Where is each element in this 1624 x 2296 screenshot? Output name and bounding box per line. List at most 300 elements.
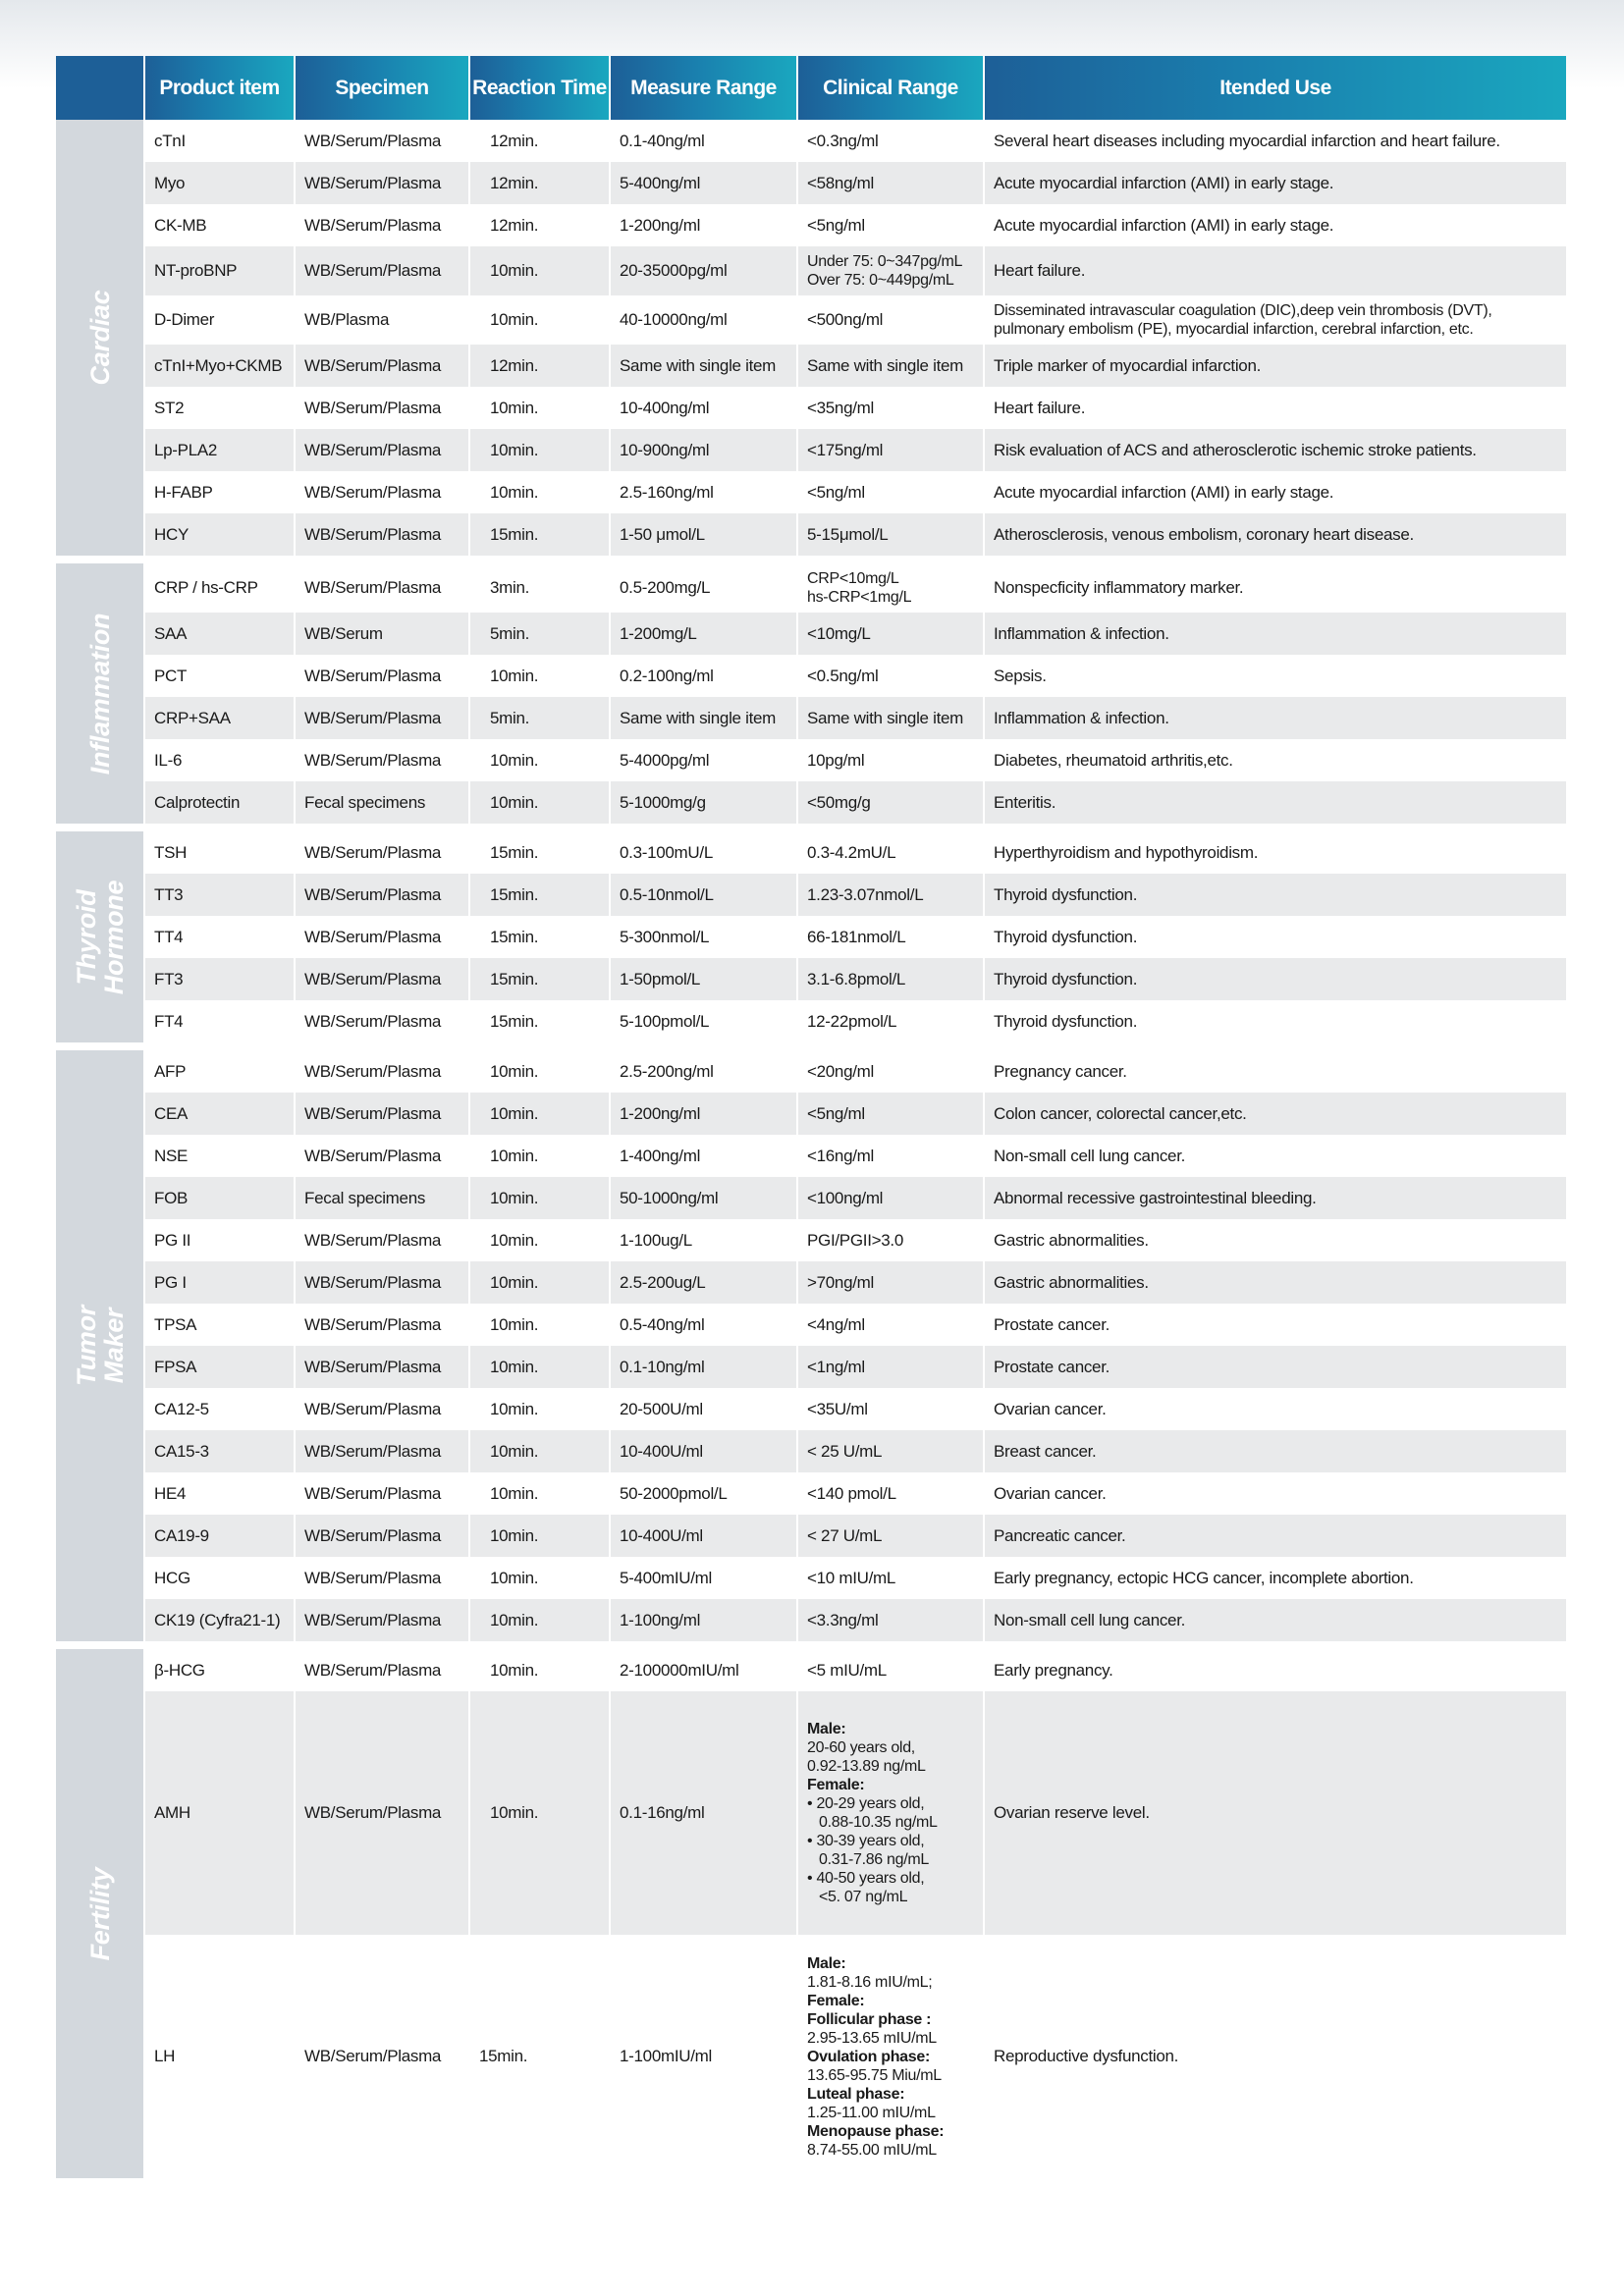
product-item: PCT — [144, 655, 295, 697]
table-row — [56, 958, 1566, 1000]
category-label: Tumor Maker — [71, 1305, 129, 1387]
measure-range: 5-100pmol/L — [610, 1000, 797, 1042]
header-intended-use: Itended Use — [984, 56, 1566, 120]
specimen: WB/Serum/Plasma — [295, 831, 469, 874]
measure-range: 2.5-200ng/ml — [610, 1050, 797, 1093]
intended-use: Atherosclerosis, venous embolism, coronary heart disease. — [984, 513, 1566, 556]
intended-use: Reproductive dysfunction. — [984, 1935, 1566, 2178]
female-range: 0.31-7.86 ng/mL — [819, 1851, 930, 1868]
intended-use: Abnormal recessive gastrointestinal bleeding. — [984, 1177, 1566, 1219]
measure-range: 1-50pmol/L — [610, 958, 797, 1000]
intended-use: Colon cancer, colorectal cancer,etc. — [984, 1093, 1566, 1135]
specimen: WB/Plasma — [295, 295, 469, 345]
measure-range: 0.3-100mU/L — [610, 831, 797, 874]
intended-use: Thyroid dysfunction. — [984, 958, 1566, 1000]
phase-range: 2.95-13.65 mIU/mL — [807, 2029, 937, 2047]
intended-use: Non-small cell lung cancer. — [984, 1135, 1566, 1177]
table-row — [56, 655, 1566, 697]
intended-use: Non-small cell lung cancer. — [984, 1599, 1566, 1641]
specimen: WB/Serum/Plasma — [295, 1557, 469, 1599]
phase-label: Luteal phase: — [807, 2085, 905, 2103]
specimen: WB/Serum/Plasma — [295, 916, 469, 958]
clinical-range: 10pg/ml — [797, 739, 984, 781]
reaction-time: 10min. — [469, 1261, 610, 1304]
measure-range: 0.5-200mg/L — [610, 563, 797, 613]
table-row — [56, 1691, 1566, 1935]
female-range: 0.88-10.35 ng/mL — [819, 1814, 938, 1831]
category-label: Inflammation — [84, 613, 115, 774]
table-row — [56, 204, 1566, 246]
female-label: Female: — [807, 1777, 865, 1793]
reaction-time: 15min. — [469, 958, 610, 1000]
measure-range: 5-300nmol/L — [610, 916, 797, 958]
phase-label: Follicular phase : — [807, 2010, 932, 2028]
table-row — [56, 1177, 1566, 1219]
table-row — [56, 1515, 1566, 1557]
specimen: Fecal specimens — [295, 1177, 469, 1219]
clinical-range — [797, 1935, 984, 2178]
product-item: D-Dimer — [144, 295, 295, 345]
specimen: WB/Serum/Plasma — [295, 958, 469, 1000]
table-row — [56, 1000, 1566, 1042]
product-item: TPSA — [144, 1304, 295, 1346]
intended-use: Breast cancer. — [984, 1430, 1566, 1472]
clinical-range: <5ng/ml — [797, 204, 984, 246]
specimen: WB/Serum/Plasma — [295, 655, 469, 697]
clinical-range: <4ng/ml — [797, 1304, 984, 1346]
male-range: 20-60 years old, 0.92-13.89 ng/mL — [807, 1739, 926, 1775]
table-row — [56, 471, 1566, 513]
table-row — [56, 387, 1566, 429]
specimen: WB/Serum/Plasma — [295, 204, 469, 246]
reaction-time: 10min. — [469, 739, 610, 781]
table-body — [56, 120, 1566, 1641]
intended-use: Thyroid dysfunction. — [984, 916, 1566, 958]
female-range: <5. 07 ng/mL — [819, 1889, 908, 1905]
table-row — [56, 1261, 1566, 1304]
reaction-time: 3min. — [469, 563, 610, 613]
phase-label: Menopause phase: — [807, 2122, 945, 2140]
male-range: 1.81-8.16 mIU/mL; — [807, 1973, 933, 1991]
intended-use: Triple marker of myocardial infarction. — [984, 345, 1566, 387]
reaction-time: 10min. — [469, 1304, 610, 1346]
product-item: CK-MB — [144, 204, 295, 246]
measure-range: 0.1-10ng/ml — [610, 1346, 797, 1388]
specimen: WB/Serum/Plasma — [295, 1599, 469, 1641]
product-item: CA12-5 — [144, 1388, 295, 1430]
table-row — [56, 1304, 1566, 1346]
intended-use: Acute myocardial infarction (AMI) in early stage. — [984, 204, 1566, 246]
measure-range: Same with single item — [610, 697, 797, 739]
clinical-range: <0.5ng/ml — [797, 655, 984, 697]
table-header-row — [56, 56, 1566, 120]
reaction-time: 10min. — [469, 1219, 610, 1261]
intended-use: Several heart diseases including myocardial infarction and heart failure. — [984, 120, 1566, 162]
intended-use: Sepsis. — [984, 655, 1566, 697]
specimen: WB/Serum/Plasma — [295, 874, 469, 916]
product-item: PG II — [144, 1219, 295, 1261]
measure-range: 2.5-160ng/ml — [610, 471, 797, 513]
product-item: AFP — [144, 1050, 295, 1093]
measure-range: 5-1000mg/g — [610, 781, 797, 824]
reaction-time: 10min. — [469, 1050, 610, 1093]
table-row — [56, 429, 1566, 471]
reaction-time: 10min. — [469, 471, 610, 513]
intended-use: Diabetes, rheumatoid arthritis,etc. — [984, 739, 1566, 781]
table-row — [56, 513, 1566, 556]
measure-range: 0.5-40ng/ml — [610, 1304, 797, 1346]
reaction-time: 10min. — [469, 1557, 610, 1599]
measure-range: 0.1-16ng/ml — [610, 1691, 797, 1935]
specimen: WB/Serum/Plasma — [295, 1935, 469, 2178]
product-item: FPSA — [144, 1346, 295, 1388]
specimen: WB/Serum/Plasma — [295, 1430, 469, 1472]
reaction-time: 15min. — [469, 1000, 610, 1042]
reaction-time: 10min. — [469, 246, 610, 295]
table-row — [56, 1219, 1566, 1261]
product-item: Lp-PLA2 — [144, 429, 295, 471]
reaction-time: 10min. — [469, 1093, 610, 1135]
reaction-time: 10min. — [469, 1135, 610, 1177]
clinical-range: 12-22pmol/L — [797, 1000, 984, 1042]
reaction-time: 10min. — [469, 1599, 610, 1641]
clinical-range: 0.3-4.2mU/L — [797, 831, 984, 874]
reaction-time: 10min. — [469, 1430, 610, 1472]
table-row — [56, 781, 1566, 824]
phase-range: 13.65-95.75 Miu/mL — [807, 2066, 942, 2084]
reaction-time: 10min. — [469, 1177, 610, 1219]
male-label: Male: — [807, 1954, 846, 1972]
measure-range: 10-400U/ml — [610, 1515, 797, 1557]
product-item: TT4 — [144, 916, 295, 958]
category-label: Fertility — [84, 1867, 115, 1960]
specimen: WB/Serum/Plasma — [295, 1346, 469, 1388]
specimen: WB/Serum/Plasma — [295, 1304, 469, 1346]
reaction-time: 12min. — [469, 162, 610, 204]
category-label-cell — [56, 563, 144, 824]
reaction-time: 15min. — [469, 874, 610, 916]
product-item: HCG — [144, 1557, 295, 1599]
clinical-range: <58ng/ml — [797, 162, 984, 204]
reaction-time: 15min. — [469, 513, 610, 556]
reaction-time: 10min. — [469, 1346, 610, 1388]
intended-use: Ovarian cancer. — [984, 1388, 1566, 1430]
intended-use: Hyperthyroidism and hypothyroidism. — [984, 831, 1566, 874]
specimen: WB/Serum/Plasma — [295, 1000, 469, 1042]
product-item: TT3 — [144, 874, 295, 916]
product-spec-table — [56, 56, 1566, 2178]
clinical-range: <10mg/L — [797, 613, 984, 655]
clinical-range: <0.3ng/ml — [797, 120, 984, 162]
specimen: WB/Serum/Plasma — [295, 739, 469, 781]
reaction-time: 5min. — [469, 697, 610, 739]
intended-use: Heart failure. — [984, 387, 1566, 429]
reaction-time: 12min. — [469, 204, 610, 246]
reaction-time: 10min. — [469, 387, 610, 429]
product-item: Calprotectin — [144, 781, 295, 824]
phase-range: 8.74-55.00 mIU/mL — [807, 2141, 937, 2159]
intended-use: Pancreatic cancer. — [984, 1515, 1566, 1557]
specimen: WB/Serum/Plasma — [295, 1093, 469, 1135]
specimen: WB/Serum/Plasma — [295, 345, 469, 387]
specimen: WB/Serum/Plasma — [295, 1219, 469, 1261]
intended-use: Enteritis. — [984, 781, 1566, 824]
phase-range: 1.25-11.00 mIU/mL — [807, 2104, 936, 2121]
category-label-cell — [56, 831, 144, 1042]
intended-use: Inflammation & infection. — [984, 613, 1566, 655]
table-row — [56, 1472, 1566, 1515]
table-row — [56, 162, 1566, 204]
phase-label: Ovulation phase: — [807, 2048, 930, 2065]
clinical-range: <16ng/ml — [797, 1135, 984, 1177]
product-item: FOB — [144, 1177, 295, 1219]
category-label-cell — [56, 1050, 144, 1641]
specimen: WB/Serum/Plasma — [295, 1135, 469, 1177]
clinical-range: <3.3ng/ml — [797, 1599, 984, 1641]
reaction-time: 15min. — [469, 831, 610, 874]
clinical-range: PGI/PGII>3.0 — [797, 1219, 984, 1261]
product-item: CA15-3 — [144, 1430, 295, 1472]
product-item: LH — [144, 1935, 295, 2178]
category-label: Thyroid Hormone — [71, 880, 129, 994]
intended-use: Thyroid dysfunction. — [984, 874, 1566, 916]
intended-use: Inflammation & infection. — [984, 697, 1566, 739]
product-item: cTnI+Myo+CKMB — [144, 345, 295, 387]
product-item: cTnI — [144, 120, 295, 162]
clinical-range: <140 pmol/L — [797, 1472, 984, 1515]
intended-use: Heart failure. — [984, 246, 1566, 295]
intended-use: Prostate cancer. — [984, 1346, 1566, 1388]
measure-range: Same with single item — [610, 345, 797, 387]
specimen: WB/Serum/Plasma — [295, 1472, 469, 1515]
specimen: WB/Serum/Plasma — [295, 429, 469, 471]
reaction-time: 10min. — [469, 1691, 610, 1935]
table-row — [56, 1557, 1566, 1599]
table-row — [56, 1346, 1566, 1388]
reaction-time: 10min. — [469, 429, 610, 471]
reaction-time: 10min. — [469, 1472, 610, 1515]
clinical-range: CRP<10mg/L hs-CRP<1mg/L — [797, 563, 984, 613]
product-item: ST2 — [144, 387, 295, 429]
specimen: Fecal specimens — [295, 781, 469, 824]
table-row — [56, 246, 1566, 295]
table-row — [56, 563, 1566, 613]
table-row — [56, 831, 1566, 874]
specimen: WB/Serum/Plasma — [295, 563, 469, 613]
product-item: CRP+SAA — [144, 697, 295, 739]
category-label-cell — [56, 1649, 144, 2178]
female-label: Female: — [807, 1992, 865, 2009]
intended-use: Acute myocardial infarction (AMI) in early stage. — [984, 162, 1566, 204]
clinical-range: <50mg/g — [797, 781, 984, 824]
table-row — [56, 1599, 1566, 1641]
product-item: TSH — [144, 831, 295, 874]
specimen: WB/Serum/Plasma — [295, 1261, 469, 1304]
clinical-range: <5ng/ml — [797, 1093, 984, 1135]
product-item: FT3 — [144, 958, 295, 1000]
specimen: WB/Serum/Plasma — [295, 162, 469, 204]
measure-range: 2-100000mIU/ml — [610, 1649, 797, 1691]
measure-range: 40-10000ng/ml — [610, 295, 797, 345]
header-clinical-range: Clinical Range — [797, 56, 984, 120]
header-specimen: Specimen — [295, 56, 469, 120]
category-label-cell — [56, 120, 144, 556]
header-reaction-time: Reaction Time — [469, 56, 610, 120]
specimen: WB/Serum/Plasma — [295, 1649, 469, 1691]
measure-range: 1-100mIU/ml — [610, 1935, 797, 2178]
clinical-range: <5 mIU/mL — [797, 1649, 984, 1691]
table-row — [56, 1135, 1566, 1177]
clinical-range: >70ng/ml — [797, 1261, 984, 1304]
table-row — [56, 874, 1566, 916]
table-row — [56, 120, 1566, 162]
specimen: WB/Serum/Plasma — [295, 120, 469, 162]
product-item: NT-proBNP — [144, 246, 295, 295]
table-row — [56, 613, 1566, 655]
clinical-range: Under 75: 0~347pg/mL Over 75: 0~449pg/mL — [797, 246, 984, 295]
product-item: HCY — [144, 513, 295, 556]
clinical-range: <35ng/ml — [797, 387, 984, 429]
intended-use: Nonspecficity inflammatory marker. — [984, 563, 1566, 613]
measure-range: 1-50 μmol/L — [610, 513, 797, 556]
product-item: CRP / hs-CRP — [144, 563, 295, 613]
measure-range: 1-400ng/ml — [610, 1135, 797, 1177]
specimen: WB/Serum — [295, 613, 469, 655]
measure-range: 50-2000pmol/L — [610, 1472, 797, 1515]
table-row — [56, 295, 1566, 345]
clinical-range: <175ng/ml — [797, 429, 984, 471]
intended-use: Early pregnancy, ectopic HCG cancer, incomplete abortion. — [984, 1557, 1566, 1599]
male-label: Male: — [807, 1721, 846, 1737]
clinical-range: < 25 U/mL — [797, 1430, 984, 1472]
table-row — [56, 1388, 1566, 1430]
product-item: CA19-9 — [144, 1515, 295, 1557]
measure-range: 20-500U/ml — [610, 1388, 797, 1430]
intended-use: Disseminated intravascular coagulation (DIC),deep vein thrombosis (DVT), pulmonary embolism (PE), myocardial infarction, cerebral infarction, etc. — [984, 295, 1566, 345]
intended-use: Acute myocardial infarction (AMI) in early stage. — [984, 471, 1566, 513]
specimen: WB/Serum/Plasma — [295, 1388, 469, 1430]
clinical-range: <100ng/ml — [797, 1177, 984, 1219]
table-row — [56, 739, 1566, 781]
table-row — [56, 1050, 1566, 1093]
female-age-group: • 30-39 years old, — [807, 1833, 925, 1849]
specimen: WB/Serum/Plasma — [295, 1691, 469, 1935]
header-product-item: Product item — [144, 56, 295, 120]
product-item: HE4 — [144, 1472, 295, 1515]
product-item: Myo — [144, 162, 295, 204]
measure-range: 20-35000pg/ml — [610, 246, 797, 295]
clinical-range — [797, 1691, 984, 1935]
specimen: WB/Serum/Plasma — [295, 1050, 469, 1093]
reaction-time: 10min. — [469, 655, 610, 697]
specimen: WB/Serum/Plasma — [295, 246, 469, 295]
reaction-time: 10min. — [469, 295, 610, 345]
product-item: NSE — [144, 1135, 295, 1177]
clinical-range: 66-181nmol/L — [797, 916, 984, 958]
reaction-time: 15min. — [469, 916, 610, 958]
measure-range: 1-200ng/ml — [610, 204, 797, 246]
female-age-group: • 20-29 years old, — [807, 1795, 925, 1812]
product-item: FT4 — [144, 1000, 295, 1042]
specimen: WB/Serum/Plasma — [295, 697, 469, 739]
table-row — [56, 1935, 1566, 2178]
table-row — [56, 345, 1566, 387]
product-item: SAA — [144, 613, 295, 655]
measure-range: 1-100ng/ml — [610, 1599, 797, 1641]
specimen: WB/Serum/Plasma — [295, 513, 469, 556]
reaction-time: 10min. — [469, 1388, 610, 1430]
measure-range: 50-1000ng/ml — [610, 1177, 797, 1219]
clinical-range: <1ng/ml — [797, 1346, 984, 1388]
measure-range: 0.2-100ng/ml — [610, 655, 797, 697]
clinical-range: < 27 U/mL — [797, 1515, 984, 1557]
table-row — [56, 1430, 1566, 1472]
header-category — [56, 56, 144, 120]
intended-use: Thyroid dysfunction. — [984, 1000, 1566, 1042]
specimen: WB/Serum/Plasma — [295, 1515, 469, 1557]
clinical-range: <5ng/ml — [797, 471, 984, 513]
clinical-range: <10 mIU/mL — [797, 1557, 984, 1599]
product-item: PG I — [144, 1261, 295, 1304]
measure-range: 10-400U/ml — [610, 1430, 797, 1472]
intended-use: Prostate cancer. — [984, 1304, 1566, 1346]
product-item: CEA — [144, 1093, 295, 1135]
measure-range: 2.5-200ug/L — [610, 1261, 797, 1304]
product-item: H-FABP — [144, 471, 295, 513]
intended-use: Pregnancy cancer. — [984, 1050, 1566, 1093]
reaction-time: 10min. — [469, 1515, 610, 1557]
table-row — [56, 697, 1566, 739]
reaction-time: 12min. — [469, 120, 610, 162]
measure-range: 5-4000pg/ml — [610, 739, 797, 781]
product-item: IL-6 — [144, 739, 295, 781]
intended-use: Gastric abnormalities. — [984, 1219, 1566, 1261]
measure-range: 5-400mIU/ml — [610, 1557, 797, 1599]
reaction-time: 15min. — [469, 1935, 610, 2178]
table-row — [56, 916, 1566, 958]
clinical-range: <500ng/ml — [797, 295, 984, 345]
reaction-time: 10min. — [469, 1649, 610, 1691]
measure-range: 0.1-40ng/ml — [610, 120, 797, 162]
measure-range: 1-200mg/L — [610, 613, 797, 655]
clinical-range: 1.23-3.07nmol/L — [797, 874, 984, 916]
intended-use: Risk evaluation of ACS and atherosclerotic ischemic stroke patients. — [984, 429, 1566, 471]
clinical-range: <35U/ml — [797, 1388, 984, 1430]
measure-range: 10-900ng/ml — [610, 429, 797, 471]
table-row — [56, 1093, 1566, 1135]
reaction-time: 12min. — [469, 345, 610, 387]
intended-use: Ovarian cancer. — [984, 1472, 1566, 1515]
intended-use: Early pregnancy. — [984, 1649, 1566, 1691]
measure-range: 1-200ng/ml — [610, 1093, 797, 1135]
header-measure-range: Measure Range — [610, 56, 797, 120]
intended-use: Ovarian reserve level. — [984, 1691, 1566, 1935]
reaction-time: 10min. — [469, 781, 610, 824]
clinical-range: Same with single item — [797, 697, 984, 739]
measure-range: 1-100ug/L — [610, 1219, 797, 1261]
intended-use: Gastric abnormalities. — [984, 1261, 1566, 1304]
specimen: WB/Serum/Plasma — [295, 387, 469, 429]
measure-range: 5-400ng/ml — [610, 162, 797, 204]
product-item: AMH — [144, 1691, 295, 1935]
table-row — [56, 1649, 1566, 1691]
reaction-time: 5min. — [469, 613, 610, 655]
clinical-range: <20ng/ml — [797, 1050, 984, 1093]
specimen: WB/Serum/Plasma — [295, 471, 469, 513]
female-age-group: • 40-50 years old, — [807, 1870, 925, 1887]
measure-range: 0.5-10nmol/L — [610, 874, 797, 916]
clinical-range: Same with single item — [797, 345, 984, 387]
